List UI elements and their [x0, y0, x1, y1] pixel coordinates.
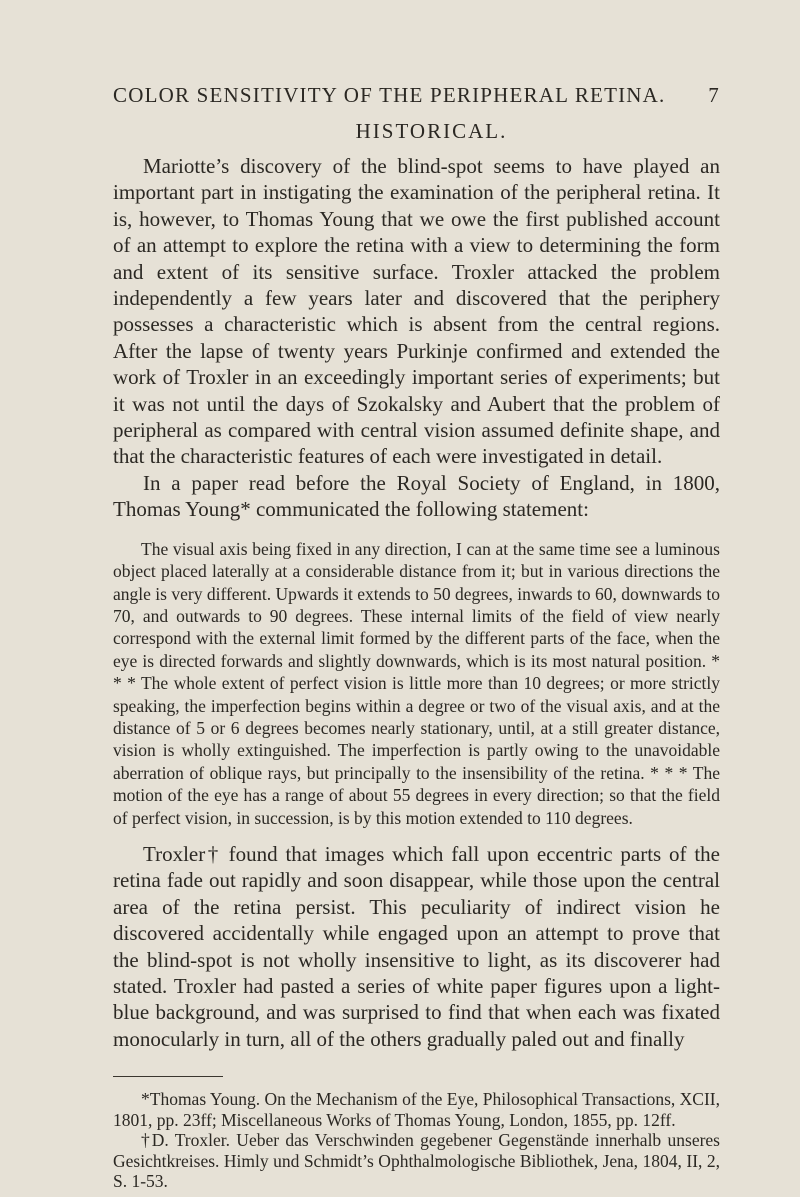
running-head: [113, 80, 720, 110]
body-paragraph-3: Troxler† found that images which fall upon eccentric parts of the retina fade out rapidly and soon disappear, while those upon the central area of the retina persist. This peculiarity of indirect vision he discovered accidentally while engaged upon an attempt to prove that the blind-spot is not wholly insensitive to light, as its discoverer had stated. Troxler had pasted a series of white paper figures upon a light-blue background, and was surprised to find that when each was fixated monocularly in turn, all of the others gradually paled out and finally: [113, 841, 720, 1051]
section-heading: HISTORICAL.: [355, 119, 508, 143]
body-paragraph-2: In a paper read before the Royal Society of England, in 1800, Thomas Young* communicated the following statement:: [113, 470, 720, 522]
footnote-divider: [113, 1076, 223, 1077]
body-paragraph-1: Mariotte’s discovery of the blind-spot seems to have played an important part in instigating the examination of the peripheral retina. It is, however, to Thomas Young that we owe the first published account of an attempt to explore the retina with a view to determining the form and extent of its sensitive surface. Troxler attacked the problem independently a few years later and discovered that the periphery possesses a characteristic which is absent from the central regions. After the lapse of twenty years Purkinje confirmed and extended the work of Troxler in an exceedingly important series of experiments; but it was not until the days of Szokalsky and Aubert that the problem of peripheral as compared with central vision assumed definite shape, and that the characteristic features of each were investigated in detail.: [113, 154, 720, 469]
footnote-2: †D. Troxler. Ueber das Verschwinden gegebener Gegenstände innerhalb unseres Gesichtkreises. Himly und Schmidt’s Ophthalmologische Bibliothek, Jena, 1804, II, 2, S. 1-53.: [113, 1130, 720, 1192]
footnote-1: *Thomas Young. On the Mechanism of the Eye, Philosophical Transactions, XCII, 1801, pp. 23ff; Miscellaneous Works of Thomas Young, London, 1855, pp. 12ff.: [113, 1089, 720, 1130]
running-head-title: COLOR SENSITIVITY OF THE PERIPHERAL RETINA.: [113, 83, 666, 107]
block-quote: The visual axis being fixed in any direction, I can at the same time see a luminous object placed laterally at a considerable distance from it; but in various directions the angle is very different. Upwards it extends to 50 degrees, inwards to 60, downwards to 70, and outwards to 90 degrees. These internal limits of the field of view nearly correspond with the external limit formed by the different parts of the face, when the eye is directed forwards and slightly downwards, which is its most natural position. * * * The whole extent of perfect vision is little more than 10 degrees; or more strictly speaking, the imperfection begins within a degree or two of the visual axis, and at the distance of 5 or 6 degrees becomes nearly stationary, until, at a still greater distance, vision is wholly extinguished. The imperfection is partly owing to the unavoidable aberration of oblique rays, but principally to the insensibility of the retina. * * * The motion of the eye has a range of about 55 degrees in every direction; so that the field of perfect vision, in succession, is by this motion extended to 110 degrees.: [113, 538, 720, 828]
page-number: 7: [708, 83, 720, 107]
